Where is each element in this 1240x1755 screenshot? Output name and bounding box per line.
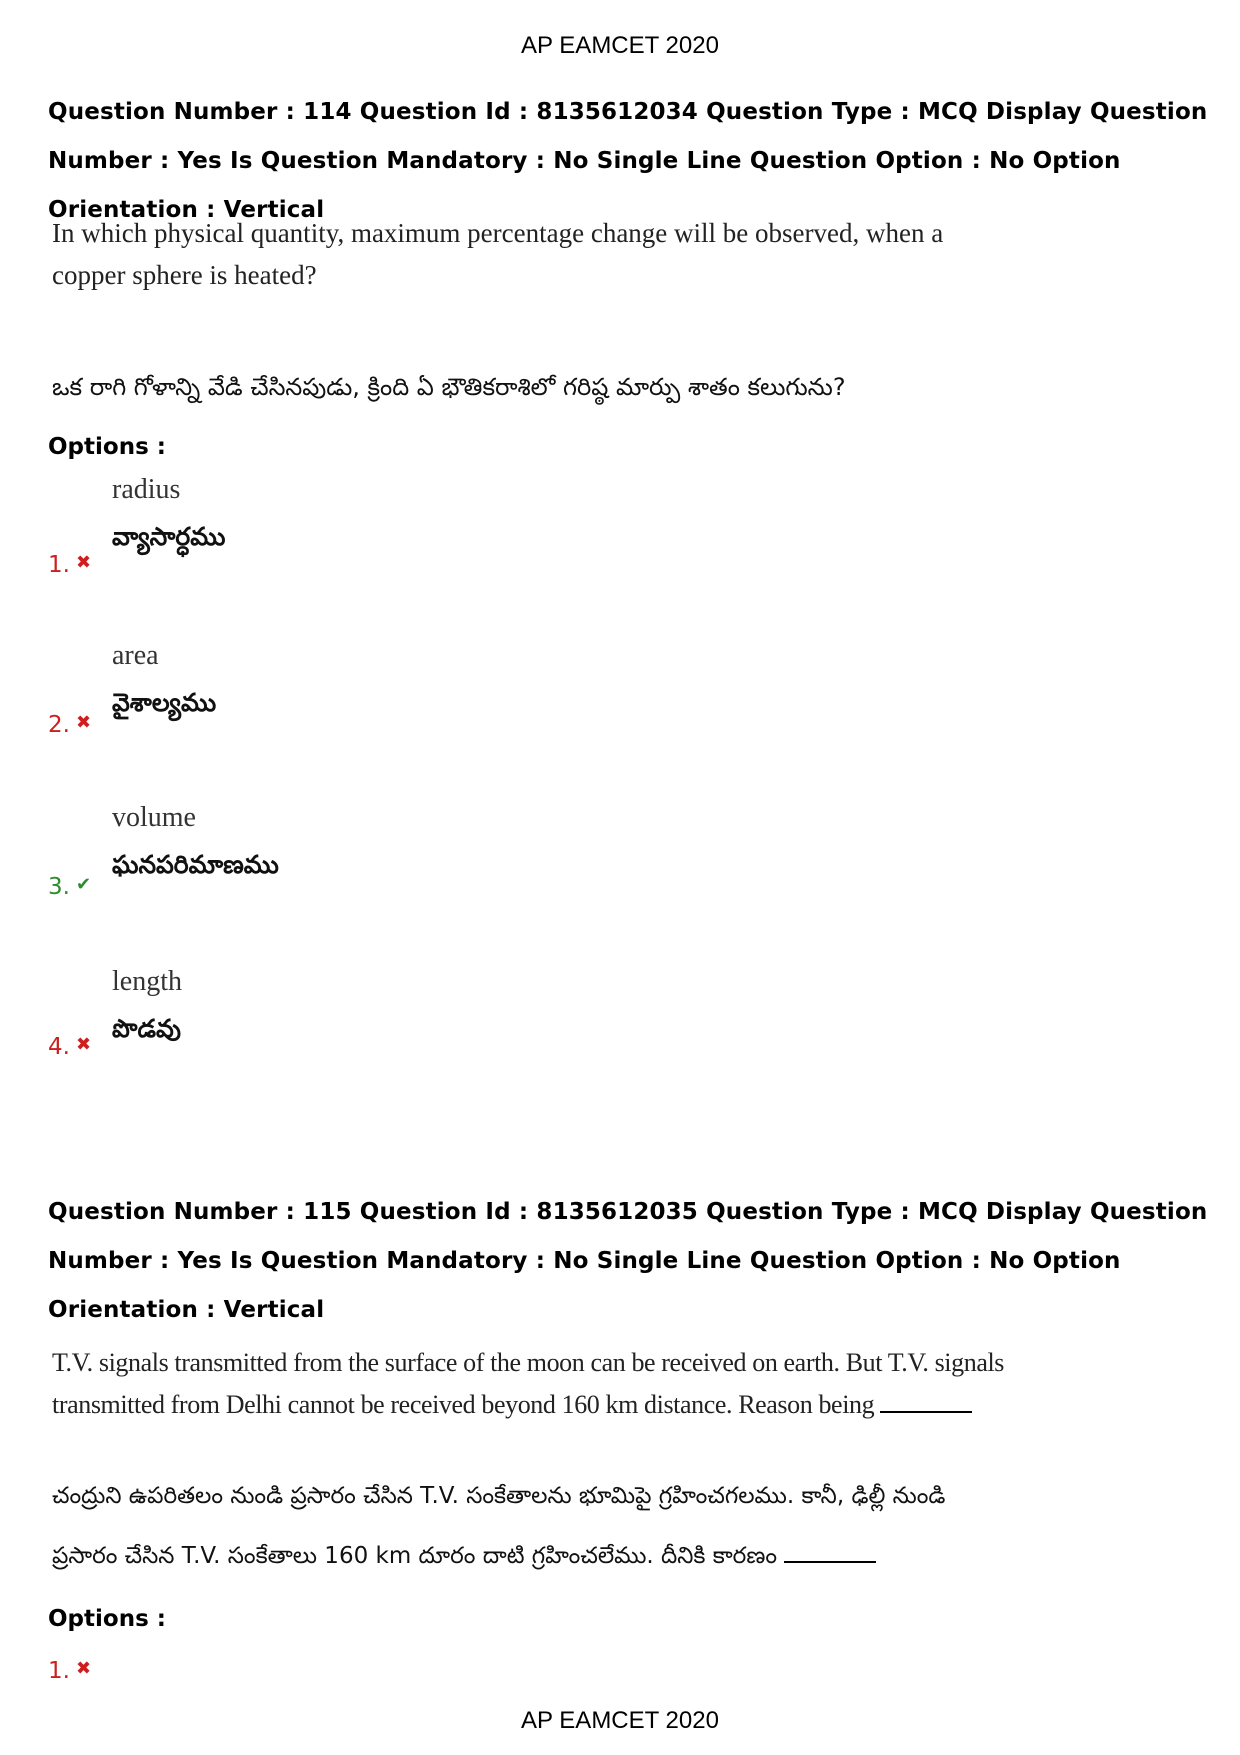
answer-blank xyxy=(784,1541,876,1563)
question-text-te xyxy=(52,1466,1052,1586)
option-4-text-te: పొడవు xyxy=(112,1014,181,1043)
option-4[interactable] xyxy=(48,1034,91,1060)
option-1-text-te: వ్యాసార్ధము xyxy=(112,522,226,551)
option-2-text-en: area xyxy=(112,640,159,671)
option-number: 4. xyxy=(48,1034,70,1060)
question-meta: Question Number : 115 Question Id : 8135612035 Question Type : MCQ Display Question Number : Yes Is Question Mandatory : No Single Line Question Option : No Option Orientation : Vertical xyxy=(48,1199,1208,1323)
question-text-en: In which physical quantity, maximum percentage change will be observed, when a copper sphere is heated? xyxy=(52,218,944,290)
option-1[interactable] xyxy=(48,552,91,578)
option-number: 1. xyxy=(48,1658,70,1684)
question-text-en-line-2: transmitted from Delhi cannot be received beyond 160 km distance. Reason being xyxy=(52,1384,1052,1426)
options-label: Options : xyxy=(48,1606,166,1632)
option-2-text-te: వైశాల్యము xyxy=(112,688,217,717)
options-label: Options : xyxy=(48,434,166,460)
check-icon: ✔ xyxy=(75,874,92,895)
question-text-te-line-1: చంద్రుని ఉపరితలం నుండి ప్రసారం చేసిన T.V. సంకేతాలను భూమిపై గ్రహించగలము. కానీ, ఢిల్లీ నుండి xyxy=(52,1483,946,1509)
question-text-en xyxy=(52,1342,1052,1426)
option-4-text-en: length xyxy=(112,966,182,997)
option-1[interactable] xyxy=(48,1658,91,1684)
page-footer: AP EAMCET 2020 xyxy=(521,1707,719,1734)
cross-icon: ✖ xyxy=(75,552,92,573)
option-2[interactable] xyxy=(48,712,91,738)
option-number: 1. xyxy=(48,552,70,578)
answer-blank xyxy=(880,1391,972,1413)
cross-icon: ✖ xyxy=(75,1034,92,1055)
question-text-en-line-1: T.V. signals transmitted from the surface of the moon can be received on earth. But T.V. signals xyxy=(52,1348,1004,1377)
option-number: 2. xyxy=(48,712,70,738)
option-3[interactable] xyxy=(48,874,91,900)
page-header: AP EAMCET 2020 xyxy=(521,32,719,59)
cross-icon: ✖ xyxy=(75,712,92,733)
question-text-te: ఒక రాగి గోళాన్ని వేడి చేసినపుడు, క్రింది ఏ భౌతికరాశిలో గరిష్ఠ మార్పు శాతం కలుగును? xyxy=(52,373,846,401)
option-3-text-en: volume xyxy=(112,802,196,833)
option-number: 3. xyxy=(48,874,70,900)
option-1-text-en: radius xyxy=(112,474,181,505)
question-meta: Question Number : 114 Question Id : 8135612034 Question Type : MCQ Display Question Number : Yes Is Question Mandatory : No Single Line Question Option : No Option Orientation : Vertical xyxy=(48,99,1208,223)
cross-icon: ✖ xyxy=(75,1658,92,1679)
question-text-te-line-2: ప్రసారం చేసిన T.V. సంకేతాలు 160 km దూరం దాటి గ్రహించలేము. దీనికి కారణం xyxy=(52,1526,1052,1586)
option-3-text-te: ఘనపరిమాణము xyxy=(112,850,279,879)
